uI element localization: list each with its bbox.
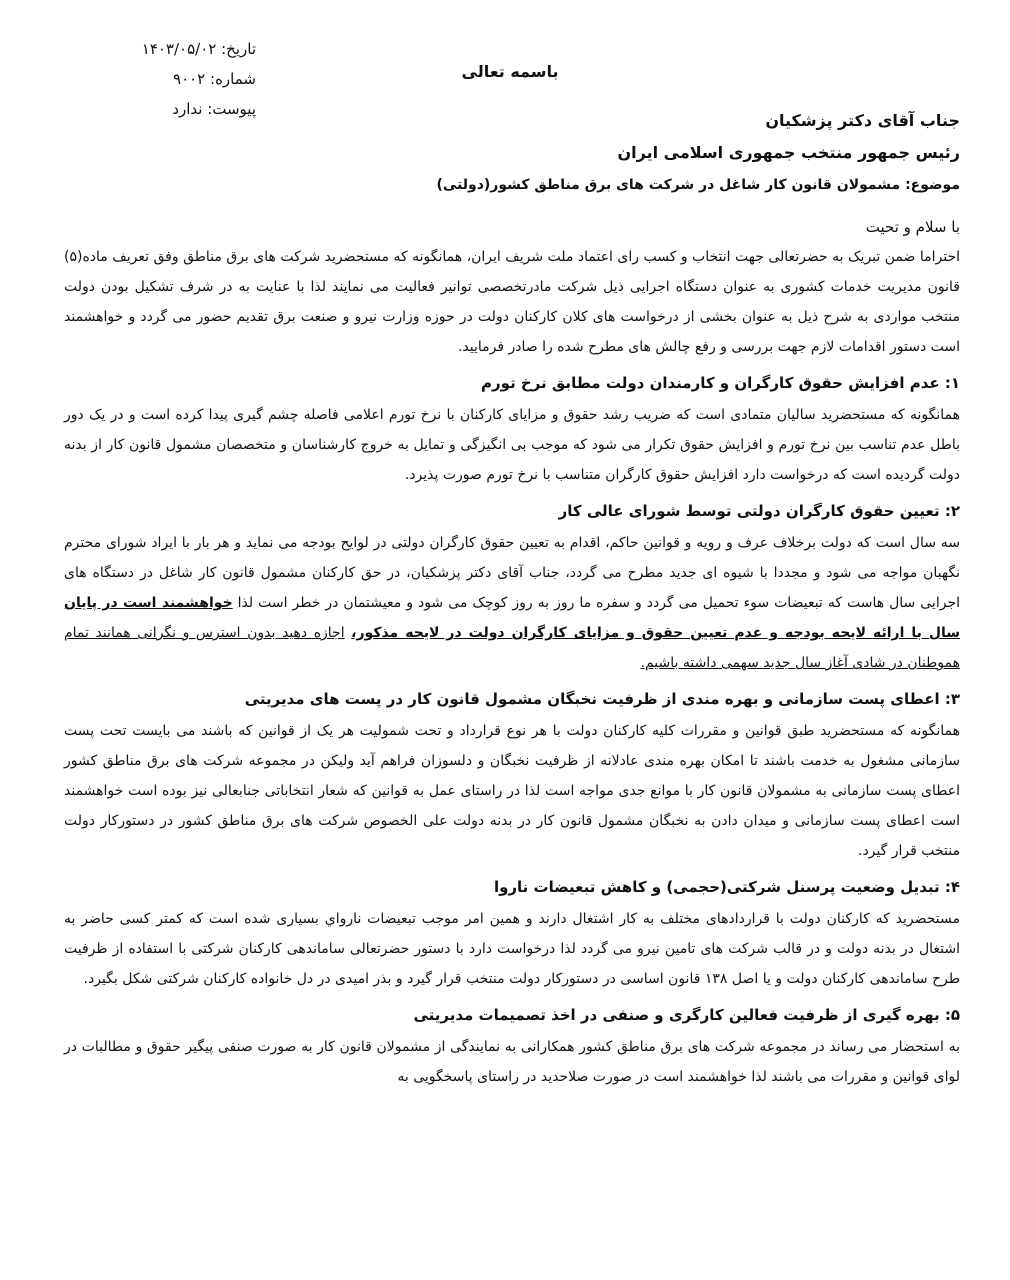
letter-number: شماره: ۹۰۰۲ xyxy=(173,70,256,88)
letter-header xyxy=(60,106,960,200)
addressee: جناب آقای دکتر پزشکیان xyxy=(765,111,960,130)
section-2 xyxy=(64,496,960,678)
section-text-block xyxy=(64,528,960,678)
letter-attachment: پیوست: ندارد xyxy=(172,100,256,118)
section-text: مستحضرید که کارکنان دولت با قراردادهای مختلف به کار اشتغال دارند و همین امر موجب تبعیضات نارواي بسیاری شده است که کمتر کسی حاضر به اشتغال در بدنه دولت و در قالب شرکت های تامین نیرو می گردد لذا درخواست دارد با دستور حضرتعالی ساماندهی کارکنان شرکتی با استفاده از ظرفیت طرح ساماندهی کارکنان دولت و یا اصل ۱۳۸ قانون اساسی در دستورکار دولت منتخب قرار گیرد و بذر امیدی در دل خانواده کارکنان شرکتی شکل بگیرد. xyxy=(64,911,960,987)
basmala-heading: باسمه تعالی xyxy=(461,62,559,81)
addressee-title: رئیس جمهور منتخب جمهوری اسلامی ایران xyxy=(617,143,960,162)
section-title: ۱: عدم افزایش حقوق کارگران و کارمندان دولت مطابق نرخ تورم xyxy=(481,374,960,392)
section-5 xyxy=(64,1000,960,1092)
section-text: همانگونه که مستحضرید سالیان متمادی است که ضریب رشد حقوق و مزایای کارکنان با نرخ تورم اعلامی فاصله چشم گیری پیدا کرده است و در یک دور باطل عدم تناسب بین نرخ تورم و افزایش حقوق تکرار می شود که موجب بی انگیزگی و تمایل به خروج کارشناسان و متخصصان مشمول قانون کار از بدنه دولت گردیده است که درخواست دارد افزایش حقوق کارگران متناسب با نرخ تورم صورت پذیرد. xyxy=(64,407,960,483)
section-title: ۴: تبدیل وضعیت پرسنل شرکتی(حجمی) و کاهش تبعیضات ناروا xyxy=(493,878,960,896)
greeting: با سلام و تحیت xyxy=(865,218,960,236)
letter-subject: موضوع: مشمولان قانون کار شاغل در شرکت های برق مناطق کشور(دولتی) xyxy=(436,177,960,193)
section-emphasis: خواهشمند است در پایان سال با ارائه لایحه بودجه و عدم تعیین حقوق و مزایای کارگران دولت در لایحه مذکور، xyxy=(64,595,961,641)
section-text: به استحضار می رساند در مجموعه شرکت های برق مناطق کشور همکارانی به نمایندگی از مشمولان قانون کار به صورت صنفی پیگیر حقوق و مطالبات در لوای قوانین و مقررات می باشند لذا خواهشمند است در صورت صلاحدید در راستای پاسخگویی به xyxy=(64,1039,960,1085)
section-title: ۳: اعطای پست سازمانی و بهره مندی از ظرفیت نخبگان مشمول قانون کار در پست های مدیریتی xyxy=(244,690,960,708)
section-1 xyxy=(64,368,960,490)
letter-date: تاریخ: ۱۴۰۳/۰۵/۰۲ xyxy=(141,40,256,58)
section-title: ۵: بهره گیری از ظرفیت فعالین کارگری و صنفی در اخذ تصمیمات مدیریتی xyxy=(413,1006,960,1024)
section-text: سه سال است که دولت برخلاف عرف و رویه و قوانین حاکم، اقدام به تعیین حقوق کارگران دولتی در لوایح بودجه می نماید و هر بار با ایراد شورای محترم نگهبان مواجه می شود و مجددا با شیوه ای جدید مطرح می گردد، جناب آقای دکتر پزشکیان، در حق کارکنان مشمول قانون کار شاغل در دستگاه های اجرایی سال هاست که تبعیضات سوء تحمیل می گردد و سفره ما روز به روز کوچک می شود و معیشتمان در خطر است لذا xyxy=(64,535,960,611)
section-text: همانگونه که مستحضرید طبق قوانین و مقررات کلیه کارکنان دولت با هر نوع قرارداد و تحت شمولیت هر یک از قوانین که باشند می بایست تحت پست سازمانی مشغول به خدمت باشند تا امکان بهره مندی عادلانه از ظرفیت نخبگان و دلسوزان فراهم آید ولیکن در مجموعه شرکت های برق مناطق کشور اعطای پست سازمانی به مشمولان قانون کار با موانع جدی مواجه است لذا در راستای عمل به قوانین که شعار انتخاباتی جنابعالی نیز بوده است خواهشمند است اعطای پست سازمانی و میدان دادن به نخبگان مشمول قانون کار در بدنه دولت علی الخصوص شرکت های برق مناطق کشور در دستورکار دولت منتخب قرار گیرد. xyxy=(64,723,960,859)
letter-body xyxy=(64,212,960,1092)
intro-paragraph: احتراما ضمن تبریک به حضرتعالی جهت انتخاب و کسب رای اعتماد ملت شریف ایران، همانگونه که مستحضرید شرکت های برق مناطق وفق تعریف ماده(۵) قانون مدیریت خدمات کشوری به عنوان دستگاه اجرایی ذیل شرکت مادرتخصصی توانیر فعالیت می نمایند لذا با عنایت به در شرف تشکیل بودن دولت منتخب مواردی به شرح ذیل به عنوان بخشی از درخواست های کلان کارکنان دولت در حوزه وزارت نیرو و صنعت برق تقدیم حضور می گردد و خواهشمند است دستور اقدامات لازم جهت بررسی و رفع چالش های مطرح شده را صادر فرمایید. xyxy=(64,249,960,355)
section-4 xyxy=(64,872,960,994)
section-3 xyxy=(64,684,960,866)
section-tail: اجازه دهید بدون استرس و نگرانی همانند تمام هموطنان در شادی آغاز سال جدید سهمی داشته باشیم. xyxy=(64,625,960,671)
section-title: ۲: تعیین حقوق کارگران دولتی توسط شورای عالی کار xyxy=(558,502,960,520)
